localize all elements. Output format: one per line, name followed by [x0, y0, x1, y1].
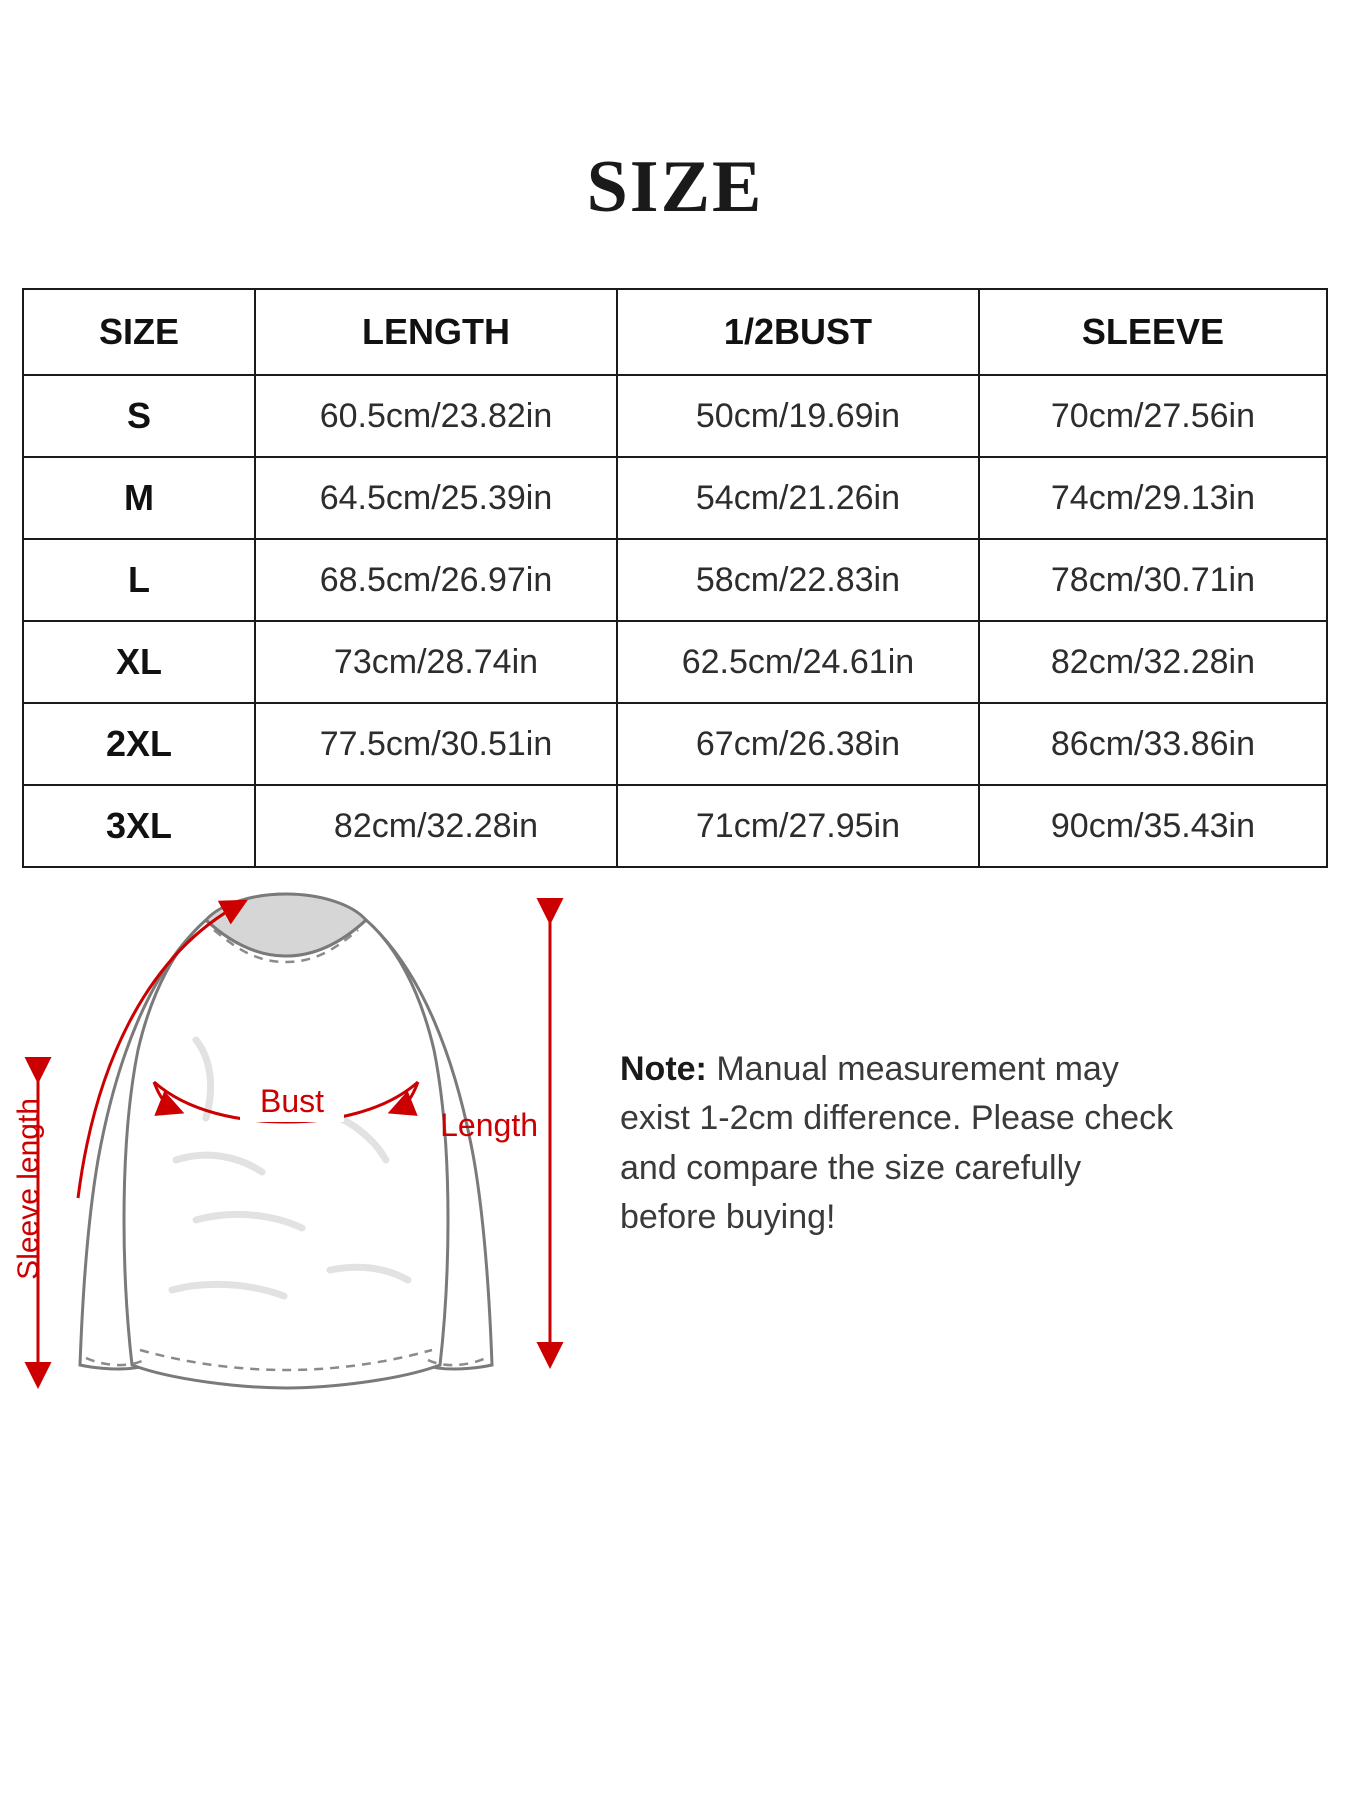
column-header-sleeve: SLEEVE	[979, 289, 1327, 375]
cell-sleeve: 86cm/33.86in	[979, 703, 1327, 785]
cell-length: 73cm/28.74in	[255, 621, 617, 703]
bust-label: Bust	[259, 1083, 325, 1119]
cell-length: 60.5cm/23.82in	[255, 375, 617, 457]
note-text: Manual measurement may exist 1-2cm difference. Please check and compare the size carefully before buying!	[620, 1050, 1174, 1236]
cell-bust: 67cm/26.38in	[617, 703, 979, 785]
cell-size: S	[23, 375, 255, 457]
cell-size: 3XL	[23, 785, 255, 867]
garment-outline	[80, 894, 492, 1388]
column-header-bust: 1/2BUST	[617, 289, 979, 375]
cell-bust: 54cm/21.26in	[617, 457, 979, 539]
length-label: Length	[440, 1107, 538, 1143]
cell-sleeve: 74cm/29.13in	[979, 457, 1327, 539]
cell-bust: 62.5cm/24.61in	[617, 621, 979, 703]
cell-length: 77.5cm/30.51in	[255, 703, 617, 785]
cell-bust: 71cm/27.95in	[617, 785, 979, 867]
table-row	[23, 375, 1327, 457]
cell-length: 68.5cm/26.97in	[255, 539, 617, 621]
measurement-note	[620, 1045, 1180, 1242]
cell-sleeve: 78cm/30.71in	[979, 539, 1327, 621]
table-row	[23, 621, 1327, 703]
cell-sleeve: 70cm/27.56in	[979, 375, 1327, 457]
page-title: SIZE	[586, 146, 764, 228]
table-row	[23, 703, 1327, 785]
cell-sleeve: 82cm/32.28in	[979, 621, 1327, 703]
cell-size: 2XL	[23, 703, 255, 785]
cell-bust: 58cm/22.83in	[617, 539, 979, 621]
cell-length: 64.5cm/25.39in	[255, 457, 617, 539]
table-header-row	[23, 289, 1327, 375]
table-row	[23, 539, 1327, 621]
table-row	[23, 457, 1327, 539]
cell-bust: 50cm/19.69in	[617, 375, 979, 457]
sleeve-length-label: Sleeve length	[12, 1098, 45, 1280]
cell-sleeve: 90cm/35.43in	[979, 785, 1327, 867]
cell-size: XL	[23, 621, 255, 703]
cell-size: M	[23, 457, 255, 539]
note-prefix: Note:	[620, 1050, 707, 1088]
table-row	[23, 785, 1327, 867]
size-table	[22, 288, 1328, 868]
cell-size: L	[23, 539, 255, 621]
cell-length: 82cm/32.28in	[255, 785, 617, 867]
column-header-length: LENGTH	[255, 289, 617, 375]
column-header-size: SIZE	[23, 289, 255, 375]
